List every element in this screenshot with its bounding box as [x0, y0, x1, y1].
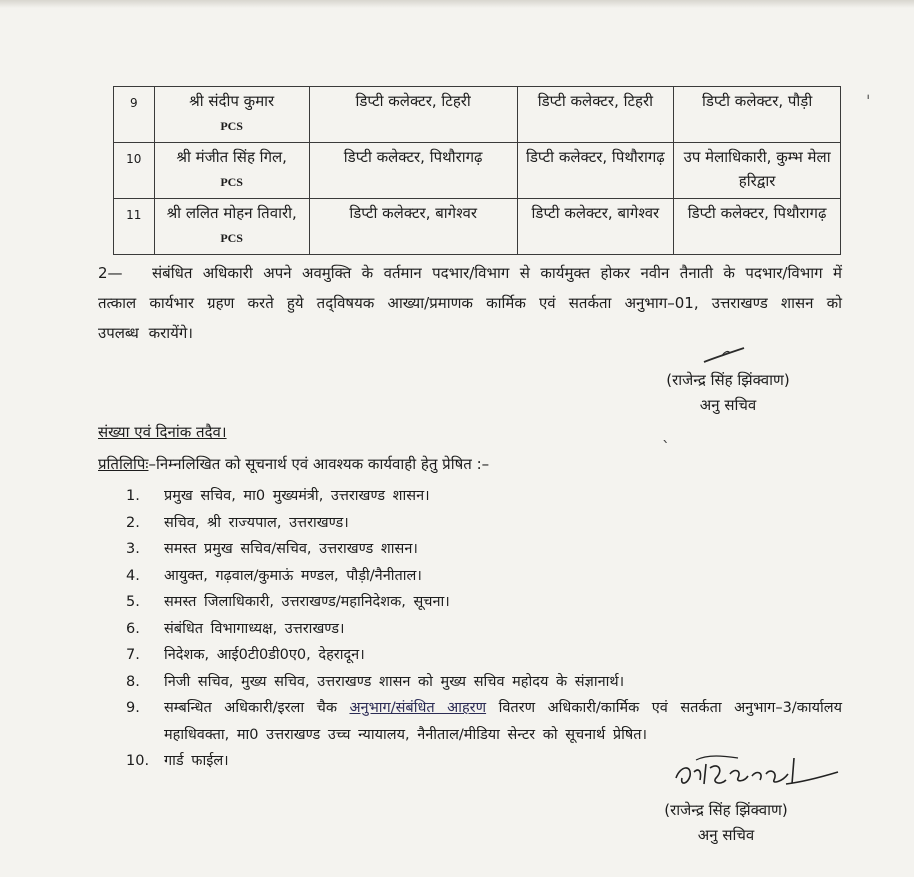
list-item: [126, 536, 842, 563]
distribution-list: [126, 483, 842, 775]
page-top-edge: [0, 0, 914, 8]
item-text: [164, 695, 842, 748]
reference-line: संख्या एवं दिनांक तदैव।: [98, 423, 227, 441]
copy-text: –निम्नलिखित को सूचनार्थ एवं आवश्यक कार्यवाही हेतु प्रेषित :–: [148, 455, 490, 473]
relieved-post: डिप्टी कलेक्टर, टिहरी: [517, 87, 674, 143]
item-text-part: वितरण अधिकारी/कार्मिक एवं सतर्कता अनुभाग–3/कार्यालय महाधिवक्ता, मा0 उत्तराखण्ड उच्च न्यायालय, नैनीताल/मीडिया सेन्टर को सूचनार्थ प्रेषित।: [164, 700, 842, 743]
current-post: डिप्टी कलेक्टर, बागेश्वर: [309, 199, 517, 255]
item-text: समस्त प्रमुख सचिव/सचिव, उत्तराखण्ड शासन।: [164, 541, 418, 557]
item-text: प्रमुख सचिव, मा0 मुख्यमंत्री, उत्तराखण्ड शासन।: [164, 488, 430, 504]
item-number: 4.: [126, 567, 140, 584]
item-text: निजी सचिव, मुख्य सचिव, उत्तराखण्ड शासन को मुख्य सचिव महोदय के संज्ञानार्थ।: [164, 673, 625, 690]
item-text: गार्ड फाईल।: [164, 753, 229, 769]
list-item: [126, 616, 842, 643]
item-text-part: सम्बन्धित अधिकारी/इरला चैक: [164, 700, 350, 716]
officer-name: श्री मंजीत सिंह गिल,: [176, 148, 287, 166]
officer-name: श्री संदीप कुमार: [189, 92, 275, 110]
paragraph-text: संबंधित अधिकारी अपने अवमुक्ति के वर्तमान पदभार/विभाग से कार्यमुक्त होकर नवीन तैनाती के पदभार/विभाग में तत्काल कार्यभार ग्रहण करते हुये तद्‌विषयक आख्या/प्रमाणक कार्मिक एवं सतर्कता अनुभाग–01, उत्तराखण्ड शासन को उपलब्ध करायेंगे।: [98, 264, 842, 342]
copy-to-line: [98, 452, 489, 476]
list-item: [126, 563, 842, 590]
relieved-post: डिप्टी कलेक्टर, पिथौरागढ़: [517, 143, 674, 199]
list-item: [126, 669, 842, 696]
signatory-name: (राजेन्द्र सिंह झिंक्वाण): [664, 801, 788, 819]
table-row: [114, 143, 841, 199]
serial-number: 9: [114, 87, 155, 143]
list-item: [126, 695, 842, 748]
item-number: 1.: [126, 488, 140, 504]
table-row: [114, 87, 841, 143]
item-number: 3.: [126, 541, 140, 557]
signature-initial-mark: [700, 344, 750, 368]
item-number: 7.: [126, 647, 140, 663]
current-post: डिप्टी कलेक्टर, टिहरी: [309, 87, 517, 143]
officer-name: श्री ललित मोहन तिवारी,: [166, 204, 297, 222]
table-row: [114, 199, 841, 255]
current-post: डिप्टी कलेक्टर, पिथौरागढ़: [309, 143, 517, 199]
signatory-designation: अनु सचिव: [697, 826, 755, 844]
serial-number: 11: [114, 199, 155, 255]
item-number: 5.: [126, 594, 140, 610]
item-number: 10.: [126, 753, 150, 769]
underlined-text: अनुभाग/संबंधित आहरण: [349, 700, 487, 716]
item-number: 6.: [126, 620, 140, 637]
new-post: डिप्टी कलेक्टर, पिथौरागढ़: [674, 199, 841, 255]
new-post: डिप्टी कलेक्टर, पौड़ी: [674, 87, 841, 143]
signatory-designation: अनु सचिव: [699, 396, 757, 414]
list-item: [126, 510, 842, 537]
item-text: निदेशक, आई0टी0डी0ए0, देहरादून।: [164, 647, 365, 663]
item-text: सचिव, श्री राज्यपाल, उत्तराखण्ड।: [164, 514, 349, 531]
margin-mark: ˈ: [866, 92, 871, 111]
item-text: समस्त जिलाधिकारी, उत्तराखण्ड/महानिदेशक, सूचना।: [164, 594, 450, 610]
signature-block-2: [636, 798, 816, 848]
officer-name-cell: [154, 87, 309, 143]
relieved-post: डिप्टी कलेक्टर, बागेश्वर: [517, 199, 674, 255]
list-item: [126, 589, 842, 616]
officer-transfer-table: [113, 86, 841, 255]
service-label: PCS: [220, 175, 243, 189]
pen-tick-mark: ˎ: [662, 424, 670, 443]
list-item: [126, 483, 842, 510]
officer-name-cell: [154, 143, 309, 199]
paragraph-2: [98, 258, 842, 348]
item-number: 9.: [126, 700, 140, 716]
item-number: 2.: [126, 514, 140, 531]
signatory-name: (राजेन्द्र सिंह झिंक्वाण): [666, 371, 790, 389]
signature-block-1: [638, 368, 818, 418]
paragraph-number: 2—: [98, 264, 123, 282]
list-item: [126, 642, 842, 669]
officer-name-cell: [154, 199, 309, 255]
copy-label: प्रतिलिपिः: [98, 455, 149, 473]
handwritten-signature: [668, 748, 844, 798]
serial-number: 10: [114, 143, 155, 199]
item-number: 8.: [126, 673, 140, 690]
service-label: PCS: [220, 231, 243, 245]
service-label: PCS: [220, 119, 243, 133]
item-text: संबंधित विभागाध्यक्ष, उत्तराखण्ड।: [164, 620, 345, 637]
item-text: आयुक्त, गढ़वाल/कुमाऊं मण्डल, पौड़ी/नैनीताल।: [164, 567, 422, 584]
new-post: उप मेलाधिकारी, कुम्भ मेला हरिद्वार: [674, 143, 841, 199]
